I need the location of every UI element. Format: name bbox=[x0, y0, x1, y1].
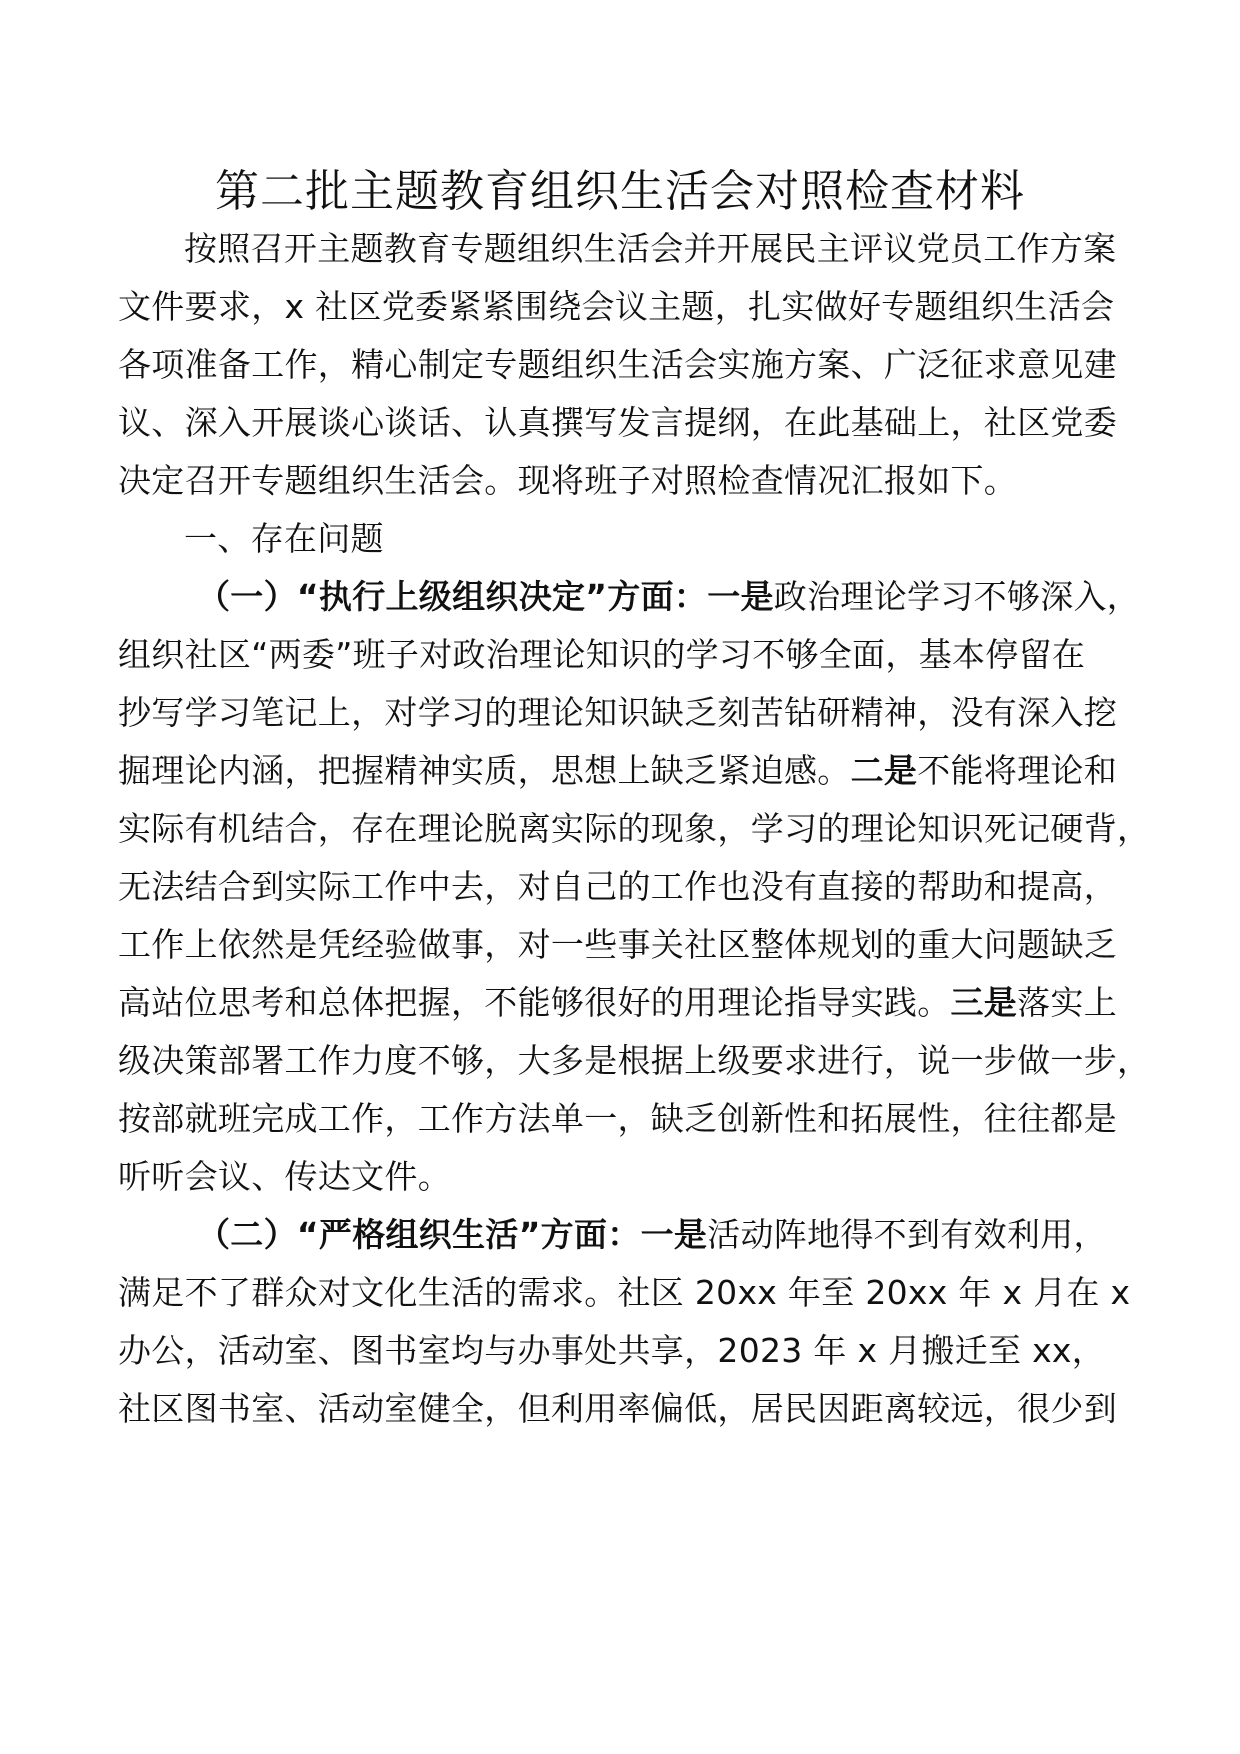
point-marker: 三是 bbox=[950, 983, 1018, 1022]
intro-line: 议、深入开展谈心谈话、认真撰写发言提纲，在此基础上，社区党委 bbox=[118, 403, 1117, 442]
paragraph-line: 组织社区“两委”班子对政治理论知识的学习不够全面，基本停留在 bbox=[118, 635, 1086, 674]
paragraph-line: 抄写学习笔记上，对学习的理论知识缺乏刻苦钻研精神，没有深入挖 bbox=[118, 693, 1117, 732]
point-marker: 二是 bbox=[850, 751, 918, 790]
paragraph-line: 级决策部署工作力度不够，大多是根据上级要求进行，说一步做一步， bbox=[118, 1041, 1151, 1080]
paragraph-line: 办公，活动室、图书室均与办事处共享，2023 年 x 月搬迁至 xx， bbox=[118, 1331, 1106, 1370]
paragraph-line: 实际有机结合，存在理论脱离实际的现象，学习的理论知识死记硬背， bbox=[118, 809, 1151, 848]
intro-line: 决定召开专题组织生活会。现将班子对照检查情况汇报如下。 bbox=[118, 461, 1018, 500]
paragraph-line: 听听会议、传达文件。 bbox=[118, 1157, 451, 1196]
document-title: 第二批主题教育组织生活会对照检查材料 bbox=[215, 166, 1025, 217]
intro-line: 各项准备工作，精心制定专题组织生活会实施方案、广泛征求意见建 bbox=[118, 345, 1117, 384]
paragraph-line bbox=[197, 575, 1140, 619]
section-heading: 一、存在问题 bbox=[184, 519, 384, 558]
paragraph-line bbox=[118, 981, 1117, 1025]
paragraph-line: 按部就班完成工作，工作方法单一，缺乏创新性和拓展性，往往都是 bbox=[118, 1099, 1117, 1138]
paragraph-text: 落实上 bbox=[1017, 983, 1118, 1022]
paragraph-text: 政治理论学习不够深入， bbox=[773, 577, 1141, 616]
subsection-heading: （二）“严格组织生活”方面： bbox=[197, 1215, 641, 1254]
paragraph-text: 高站位思考和总体把握，不能够很好的用理论指导实践。 bbox=[118, 983, 951, 1022]
paragraph-line bbox=[118, 749, 1117, 793]
intro-line: 按照召开主题教育专题组织生活会并开展民主评议党员工作方案 bbox=[184, 229, 1117, 268]
paragraph-line: 工作上依然是凭经验做事，对一些事关社区整体规划的重大问题缺乏 bbox=[118, 925, 1117, 964]
paragraph-text: 活动阵地得不到有效利用， bbox=[707, 1215, 1107, 1254]
paragraph-text: 掘理论内涵，把握精神实质，思想上缺乏紧迫感。 bbox=[118, 751, 851, 790]
paragraph-line: 无法结合到实际工作中去，对自己的工作也没有直接的帮助和提高， bbox=[118, 867, 1117, 906]
subsection-heading: （一）“执行上级组织决定”方面： bbox=[197, 577, 708, 616]
paragraph-line bbox=[197, 1213, 1107, 1257]
point-marker: 一是 bbox=[707, 577, 774, 616]
point-marker: 一是 bbox=[640, 1215, 708, 1254]
paragraph-line: 满足不了群众对文化生活的需求。社区 20xx 年至 20xx 年 x 月在 x bbox=[118, 1273, 1131, 1312]
paragraph-line: 社区图书室、活动室健全，但利用率偏低，居民因距离较远，很少到 bbox=[118, 1389, 1117, 1428]
intro-line: 文件要求，x 社区党委紧紧围绕会议主题，扎实做好专题组织生活会 bbox=[118, 287, 1115, 326]
paragraph-text: 不能将理论和 bbox=[917, 751, 1118, 790]
